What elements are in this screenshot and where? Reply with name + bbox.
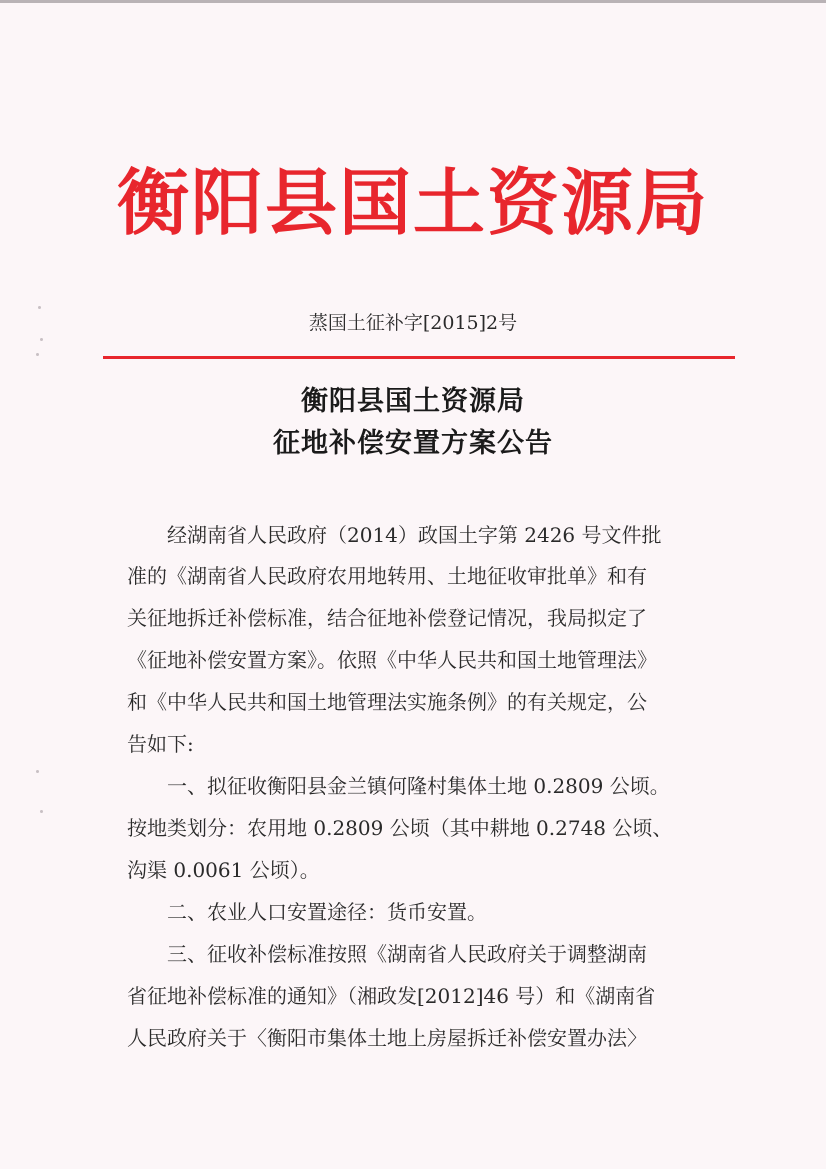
notice-title-line-2: 征地补偿安置方案公告: [273, 428, 553, 459]
body-line: 《征地补偿安置方案》。依照《中华人民共和国土地管理法》: [127, 648, 657, 672]
body-line: 关征地拆迁补偿标准，结合征地补偿登记情况，我局拟定了: [127, 606, 647, 630]
red-divider-line: [103, 356, 735, 359]
body-line: 人民政府关于〈衡阳市集体土地上房屋拆迁补偿安置办法〉: [127, 1026, 647, 1050]
body-line: 准的《湖南省人民政府农用地转用、土地征收审批单》和有: [127, 564, 647, 588]
scan-speck: [36, 770, 39, 773]
agency-header: 衡阳县国土资源局: [116, 160, 709, 245]
scan-speck: [36, 353, 39, 356]
notice-title-line-1: 衡阳县国土资源局: [301, 386, 525, 417]
body-line: 三、征收补偿标准按照《湖南省人民政府关于调整湖南: [127, 942, 647, 966]
scan-top-edge: [0, 0, 826, 3]
body-line: 经湖南省人民政府（2014）政国土字第 2426 号文件批: [127, 523, 662, 547]
body-line: 和《中华人民共和国土地管理法实施条例》的有关规定，公: [127, 690, 647, 714]
document-number: 蒸国土征补字[2015]2号: [308, 312, 518, 334]
body-line: 告如下:: [127, 732, 194, 756]
body-line: 二、农业人口安置途径：货币安置。: [127, 900, 487, 924]
body-line: 按地类划分：农用地 0.2809 公顷（其中耕地 0.2748 公顷、: [127, 816, 673, 840]
body-line: 省征地补偿标准的通知》（湘政发[2012]46 号）和《湖南省: [127, 984, 656, 1008]
body-line: 沟渠 0.0061 公顷）。: [127, 858, 320, 882]
scan-speck: [40, 338, 43, 341]
scan-speck: [40, 810, 43, 813]
body-line: 一、拟征收衡阳县金兰镇何隆村集体土地 0.2809 公顷。: [127, 774, 670, 798]
